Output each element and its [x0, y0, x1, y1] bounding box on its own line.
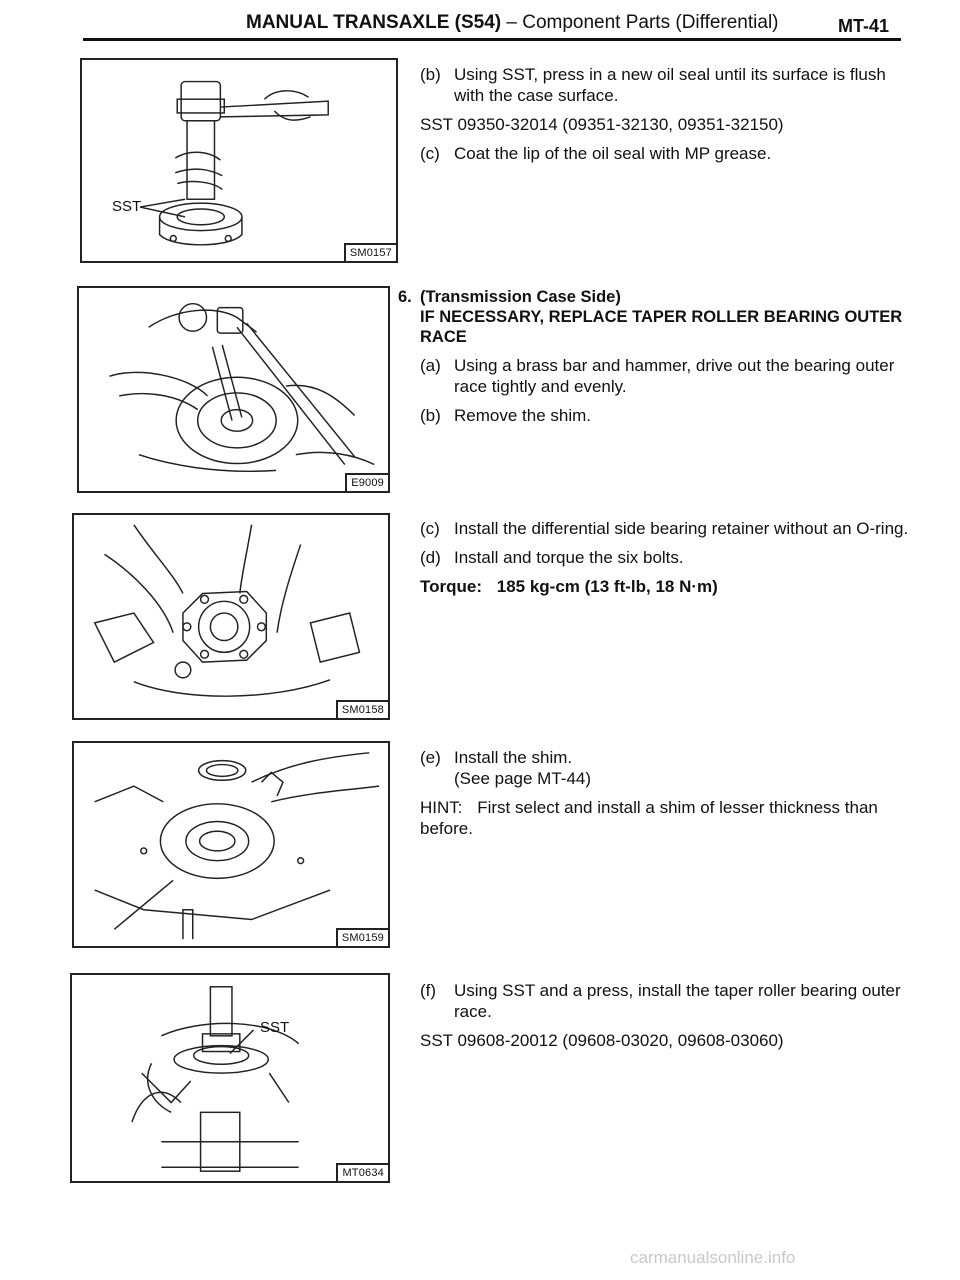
- illustration-sst-press: [72, 975, 388, 1181]
- section-heading: [398, 287, 910, 347]
- torque-spec: [420, 576, 910, 597]
- hint: [420, 797, 910, 839]
- title-bold: MANUAL TRANSAXLE (S54): [246, 12, 502, 33]
- figure-e9009: [77, 286, 390, 493]
- illustration-bearing-retainer: [74, 515, 388, 718]
- step-number: 6.: [398, 288, 412, 306]
- step-text: Using SST and a press, install the taper roller bearing outer race.: [454, 981, 901, 1021]
- step-label: (a): [420, 356, 441, 375]
- heading-line-1: (Transmission Case Side): [420, 288, 621, 306]
- sst-number: SST 09350-32014 (09351-32130, 09351-32150): [420, 115, 784, 134]
- step-text: Install the differential side bearing retainer without an O-ring.: [454, 519, 909, 538]
- figure-sm0157: [80, 58, 398, 263]
- step-label: (e): [420, 748, 441, 767]
- text-block-shim: [420, 747, 910, 847]
- hint-label: HINT:: [420, 798, 463, 817]
- step-e: [420, 747, 910, 789]
- hint-text: First select and install a shim of lesser thickness than before.: [420, 798, 878, 838]
- step-d: [420, 547, 910, 568]
- step-a: [420, 355, 910, 397]
- page-header: [0, 0, 960, 46]
- figure-code: E9009: [345, 473, 388, 491]
- step-c: [420, 518, 910, 539]
- step-text: Coat the lip of the oil seal with MP grease.: [454, 144, 772, 163]
- step-b: [420, 64, 910, 106]
- step-text: Remove the shim.: [454, 406, 591, 425]
- torque-value: 185 kg-cm (13 ft-lb, 18 N·m): [496, 577, 718, 596]
- figure-code: SM0158: [336, 700, 388, 718]
- illustration-brass-bar-hammer: [79, 288, 388, 491]
- step-e-text: Install the shim.: [454, 748, 573, 767]
- figure-sm0158: [72, 513, 390, 720]
- step-label: (b): [420, 65, 441, 84]
- step-label: (b): [420, 406, 441, 425]
- step-label: (c): [420, 144, 440, 163]
- step-c: [420, 143, 910, 164]
- step-label: (f): [420, 981, 437, 1000]
- figure-mt0634: [70, 973, 390, 1183]
- illustration-install-shim: [74, 743, 388, 946]
- text-block-oil-seal: [420, 64, 910, 172]
- sst-number: SST 09608-20012 (09608-03020, 09608-03060): [420, 1031, 784, 1050]
- step-f: [420, 980, 910, 1022]
- watermark: carmanualsonline.info: [630, 1248, 796, 1267]
- text-block-step-6: [398, 287, 910, 434]
- header-rule: [83, 38, 901, 41]
- step-text: Using a brass bar and hammer, drive out the bearing outer race tightly and evenly.: [454, 356, 895, 396]
- figure-sm0159: [72, 741, 390, 948]
- torque-label: Torque:: [420, 577, 483, 596]
- step-label: (c): [420, 519, 440, 538]
- step-b: [420, 405, 910, 426]
- page-reference: (See page MT-44): [454, 769, 592, 788]
- figure-code: SM0157: [344, 243, 396, 261]
- step-label: (d): [420, 548, 441, 567]
- sst-callout: SST: [112, 198, 142, 215]
- heading-line-2: IF NECESSARY, REPLACE TAPER ROLLER BEARING OUTER RACE: [420, 308, 903, 346]
- sst-callout: SST: [260, 1019, 290, 1036]
- step-text: Using SST, press in a new oil seal until its surface is flush with the case surface.: [454, 65, 886, 105]
- illustration-sst-hammer: [82, 60, 396, 261]
- step-text: Install and torque the six bolts.: [454, 548, 684, 567]
- title-rest: – Component Parts (Differential): [501, 12, 779, 33]
- figure-code: SM0159: [336, 928, 388, 946]
- step-text: [454, 747, 910, 789]
- page-number: MT-41: [838, 16, 890, 36]
- figure-code: MT0634: [336, 1163, 388, 1181]
- text-block-outer-race: [420, 980, 910, 1059]
- text-block-retainer: [420, 518, 910, 605]
- page-title: [246, 12, 779, 34]
